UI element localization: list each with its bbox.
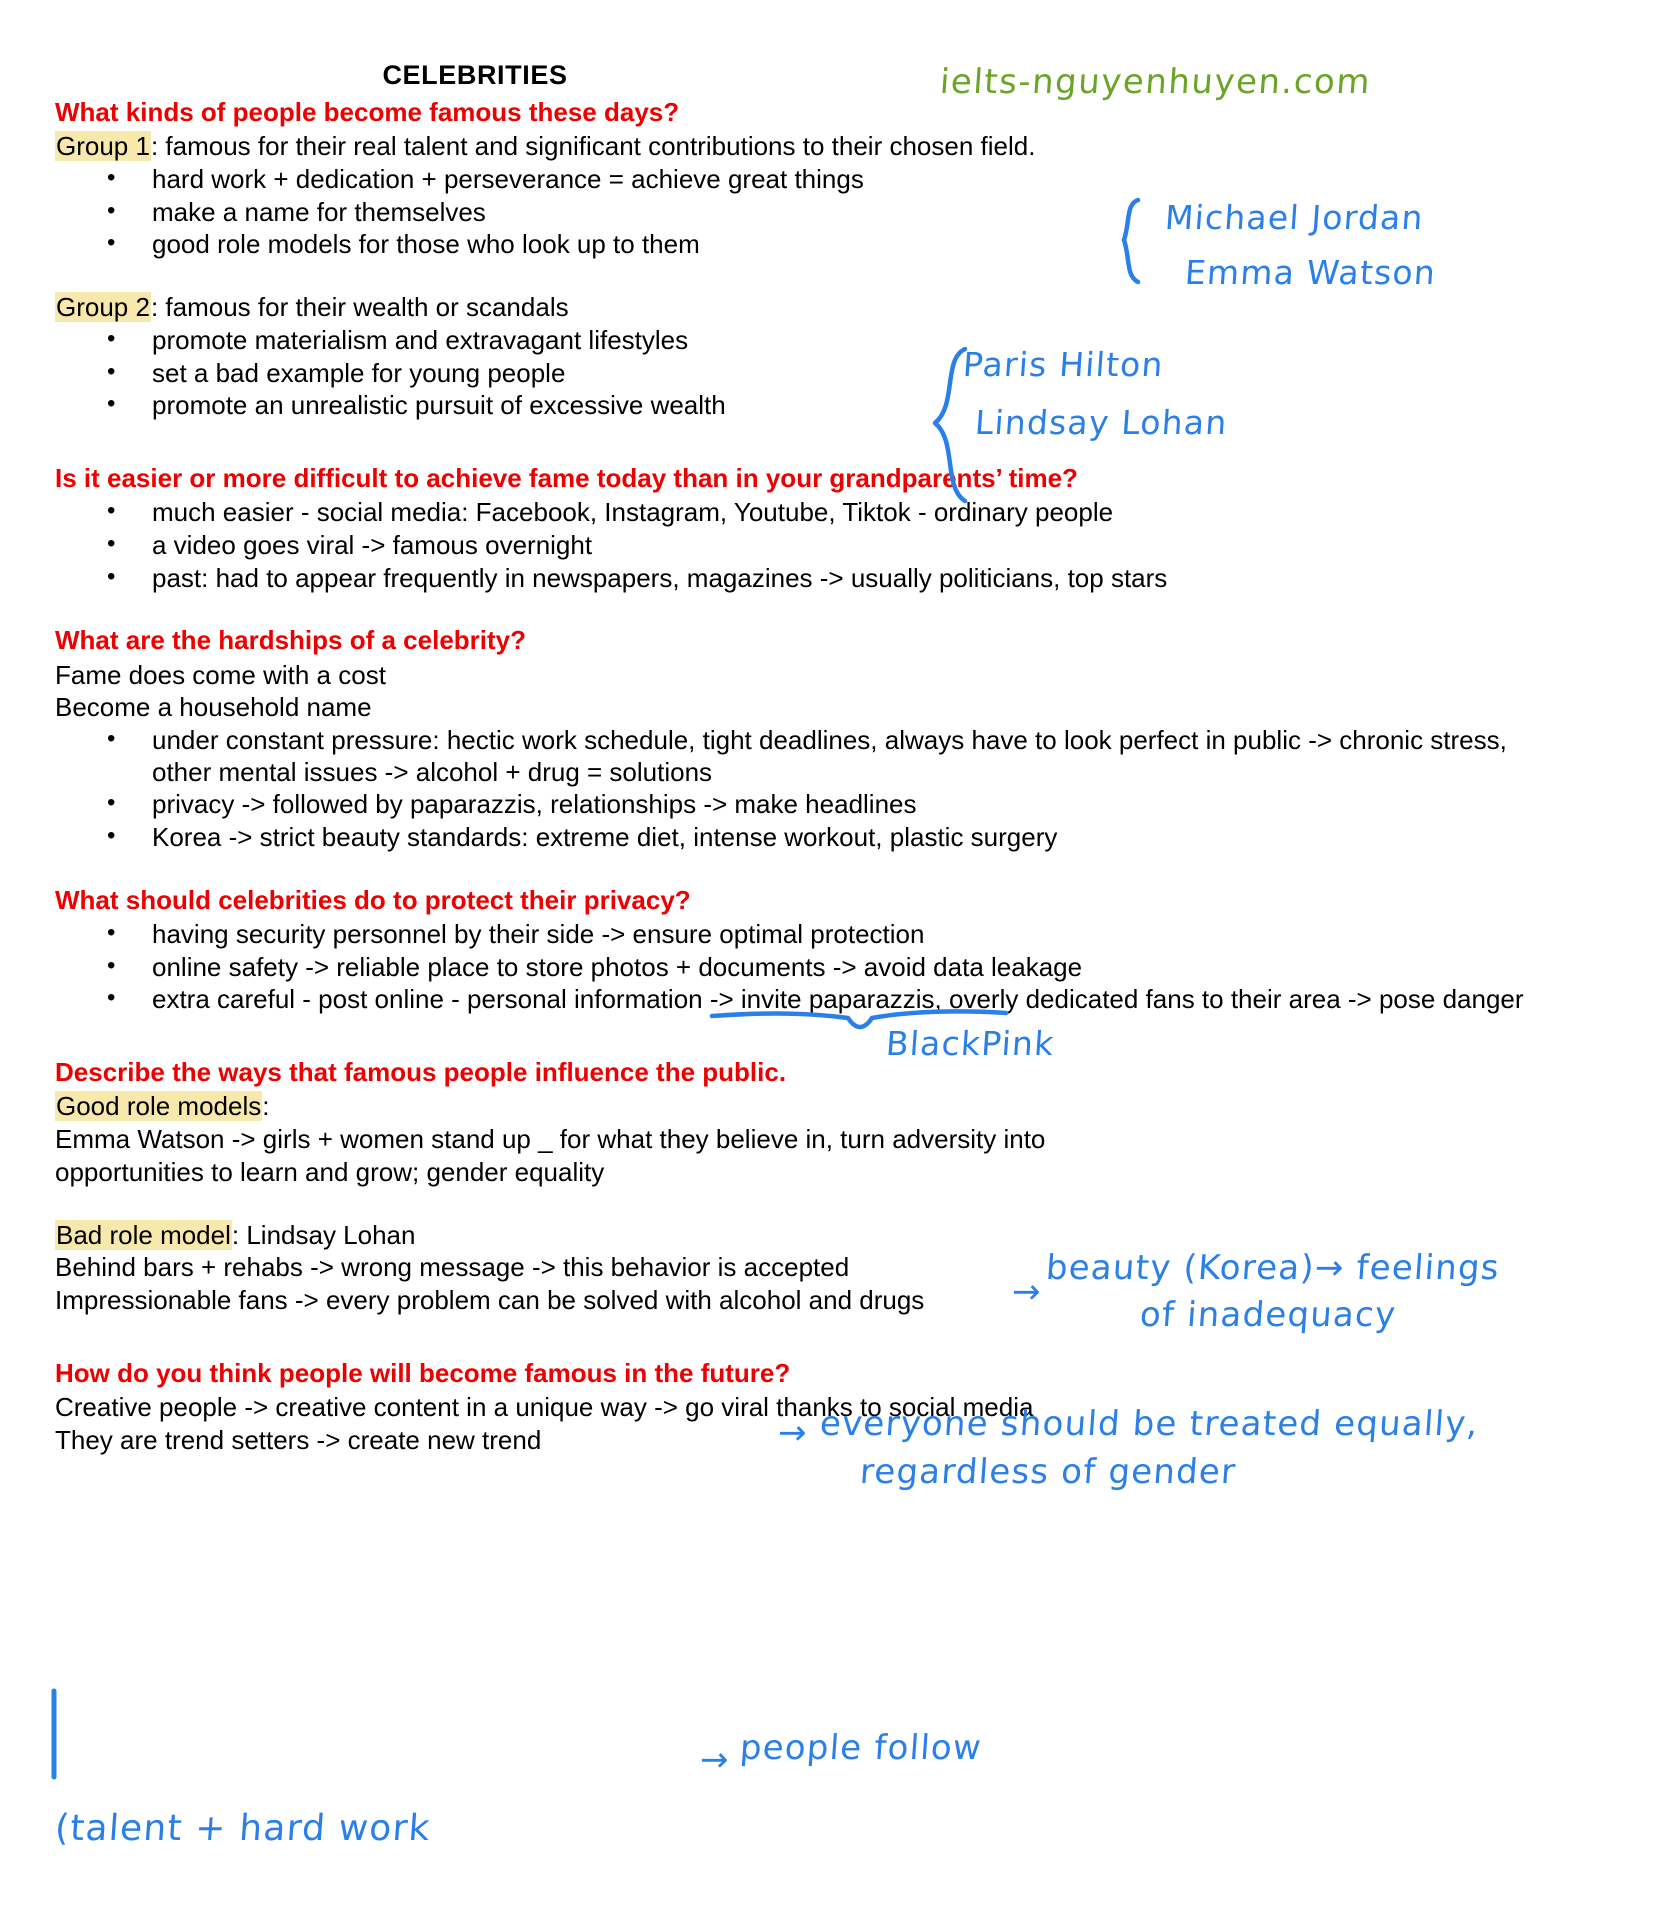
annotation-beauty-korea-2 — [1140, 1295, 1396, 1335]
annotation-paris-hilton — [963, 345, 1164, 384]
list-item: • hard work + dedication + perseverance = achieve great things — [55, 164, 1555, 196]
group2-bullets — [55, 325, 1555, 422]
annotation-paris-hilton-text: Paris Hilton — [961, 345, 1166, 384]
list-item: • Korea -> strict beauty standards: extreme diet, intense workout, plastic surgery — [55, 822, 1555, 854]
annotation-follow-arrow-glyph: → — [698, 1740, 732, 1780]
list-item: • past: had to appear frequently in newspapers, magazines -> usually politicians, top stars — [55, 563, 1555, 595]
question-2-bullets — [55, 497, 1555, 594]
future-bracket-icon — [48, 1688, 74, 1780]
annotation-gender-line-1 — [820, 1404, 1479, 1444]
site-watermark-text: ielts-nguyenhuyen.com — [938, 62, 1373, 102]
annotation-people-follow-text: people follow — [738, 1728, 984, 1768]
bad-role-model-line — [55, 1220, 1555, 1252]
list-item: • promote an unrealistic pursuit of excessive wealth — [55, 390, 1555, 422]
group2-text: : famous for their wealth or scandals — [150, 292, 569, 323]
annotation-emma-watson-text: Emma Watson — [1183, 253, 1438, 292]
good-role-models-suffix: : — [262, 1091, 270, 1122]
good-role-models-text-2: opportunities to learn and grow; gender equality — [55, 1156, 605, 1187]
annotation-public-arrow-glyph: → — [1010, 1272, 1044, 1312]
group2-label: Group 2 — [56, 292, 150, 323]
question-4: What should celebrities do to protect their privacy? — [55, 884, 691, 915]
group2-line — [55, 292, 1555, 324]
list-item: • under constant pressure: hectic work schedule, tight deadlines, always have to look perfect in public -> chronic stress, other mental issues -> alcohol + drug = solutions — [55, 725, 1555, 788]
group1-text: : famous for their real talent and significant contributions to their chosen field. — [150, 131, 1036, 162]
question-1: What kinds of people become famous these days? — [55, 97, 680, 128]
question-5: Describe the ways that famous people influence the public. — [55, 1057, 787, 1088]
bad-role-model-text-2: Impressionable fans -> every problem can be solved with alcohol and drugs — [55, 1284, 925, 1315]
annotation-beauty-korea-2-text: of inadequacy — [1138, 1295, 1398, 1335]
annotation-blackpink — [886, 1024, 1054, 1063]
page-title: CELEBRITIES — [382, 60, 568, 90]
annotation-public-arrow — [1012, 1272, 1042, 1312]
list-item: • having security personnel by their side -> ensure optimal protection — [55, 919, 1555, 951]
annotation-lindsay-lohan — [975, 403, 1228, 442]
annotation-talent-hard-work-text: (talent + hard work — [53, 1808, 433, 1849]
annotation-gender-arrow-glyph: → — [776, 1413, 810, 1453]
hardships-lead-2: Become a household name — [55, 692, 372, 723]
good-role-models-line — [55, 1091, 1555, 1123]
question-6: How do you think people will become famous in the future? — [55, 1357, 791, 1388]
question-3: What are the hardships of a celebrity? — [55, 625, 526, 656]
list-item: • make a name for themselves — [55, 197, 1555, 229]
bad-role-model-suffix: : Lindsay Lohan — [231, 1219, 416, 1250]
future-line-2: They are trend setters -> create new trend — [55, 1424, 542, 1455]
annotation-beauty-korea-1-text: beauty (Korea)→ feelings — [1044, 1248, 1502, 1288]
annotation-michael-jordan — [1165, 198, 1424, 237]
list-item: • good role models for those who look up to them — [55, 229, 1555, 261]
annotation-michael-jordan-text: Michael Jordan — [1163, 198, 1426, 237]
list-item: • promote materialism and extravagant lifestyles — [55, 325, 1555, 357]
list-item: • much easier - social media: Facebook, Instagram, Youtube, Tiktok - ordinary people — [55, 497, 1555, 529]
annotation-follow-arrow — [700, 1740, 730, 1780]
list-item: • privacy -> followed by paparazzis, relationships -> make headlines — [55, 789, 1555, 821]
annotation-emma-watson — [1185, 253, 1436, 292]
annotation-gender-arrow — [778, 1413, 808, 1453]
future-line-1: Creative people -> creative content in a unique way -> go viral thanks to social media — [55, 1391, 1034, 1422]
annotation-gender-line-1-text: everyone should be treated equally, — [818, 1404, 1480, 1444]
list-item: • extra careful - post online - personal information -> invite paparazzis, overly dedicated fans to their area -> pose danger — [55, 984, 1555, 1016]
list-item: • online safety -> reliable place to store photos + documents -> avoid data leakage — [55, 952, 1555, 984]
hardships-lead-1: Fame does come with a cost — [55, 659, 386, 690]
annotation-people-follow — [740, 1728, 982, 1768]
annotation-lindsay-lohan-text: Lindsay Lohan — [973, 403, 1229, 442]
list-item: • a video goes viral -> famous overnight — [55, 530, 1555, 562]
annotation-blackpink-text: BlackPink — [884, 1024, 1056, 1063]
group1-label: Group 1 — [56, 131, 150, 162]
list-item: • set a bad example for young people — [55, 358, 1555, 390]
bad-role-model-label: Bad role model — [56, 1219, 231, 1250]
good-role-models-label: Good role models — [56, 1091, 262, 1122]
group1-line — [55, 131, 1555, 163]
annotation-talent-hard-work — [55, 1808, 431, 1849]
annotation-beauty-korea-1 — [1046, 1248, 1500, 1288]
question-2: Is it easier or more difficult to achieve fame today than in your grandparents’ time? — [55, 462, 1078, 493]
annotation-gender-line-2 — [860, 1452, 1236, 1492]
bad-role-model-text-1: Behind bars + rehabs -> wrong message -> this behavior is accepted — [55, 1252, 850, 1283]
site-watermark — [940, 62, 1371, 102]
question-3-bullets — [55, 725, 1555, 854]
good-role-models-text-1: Emma Watson -> girls + women stand up _ for what they believe in, turn adversity into — [55, 1124, 1046, 1155]
question-4-bullets — [55, 919, 1555, 1016]
annotation-gender-line-2-text: regardless of gender — [858, 1452, 1238, 1492]
